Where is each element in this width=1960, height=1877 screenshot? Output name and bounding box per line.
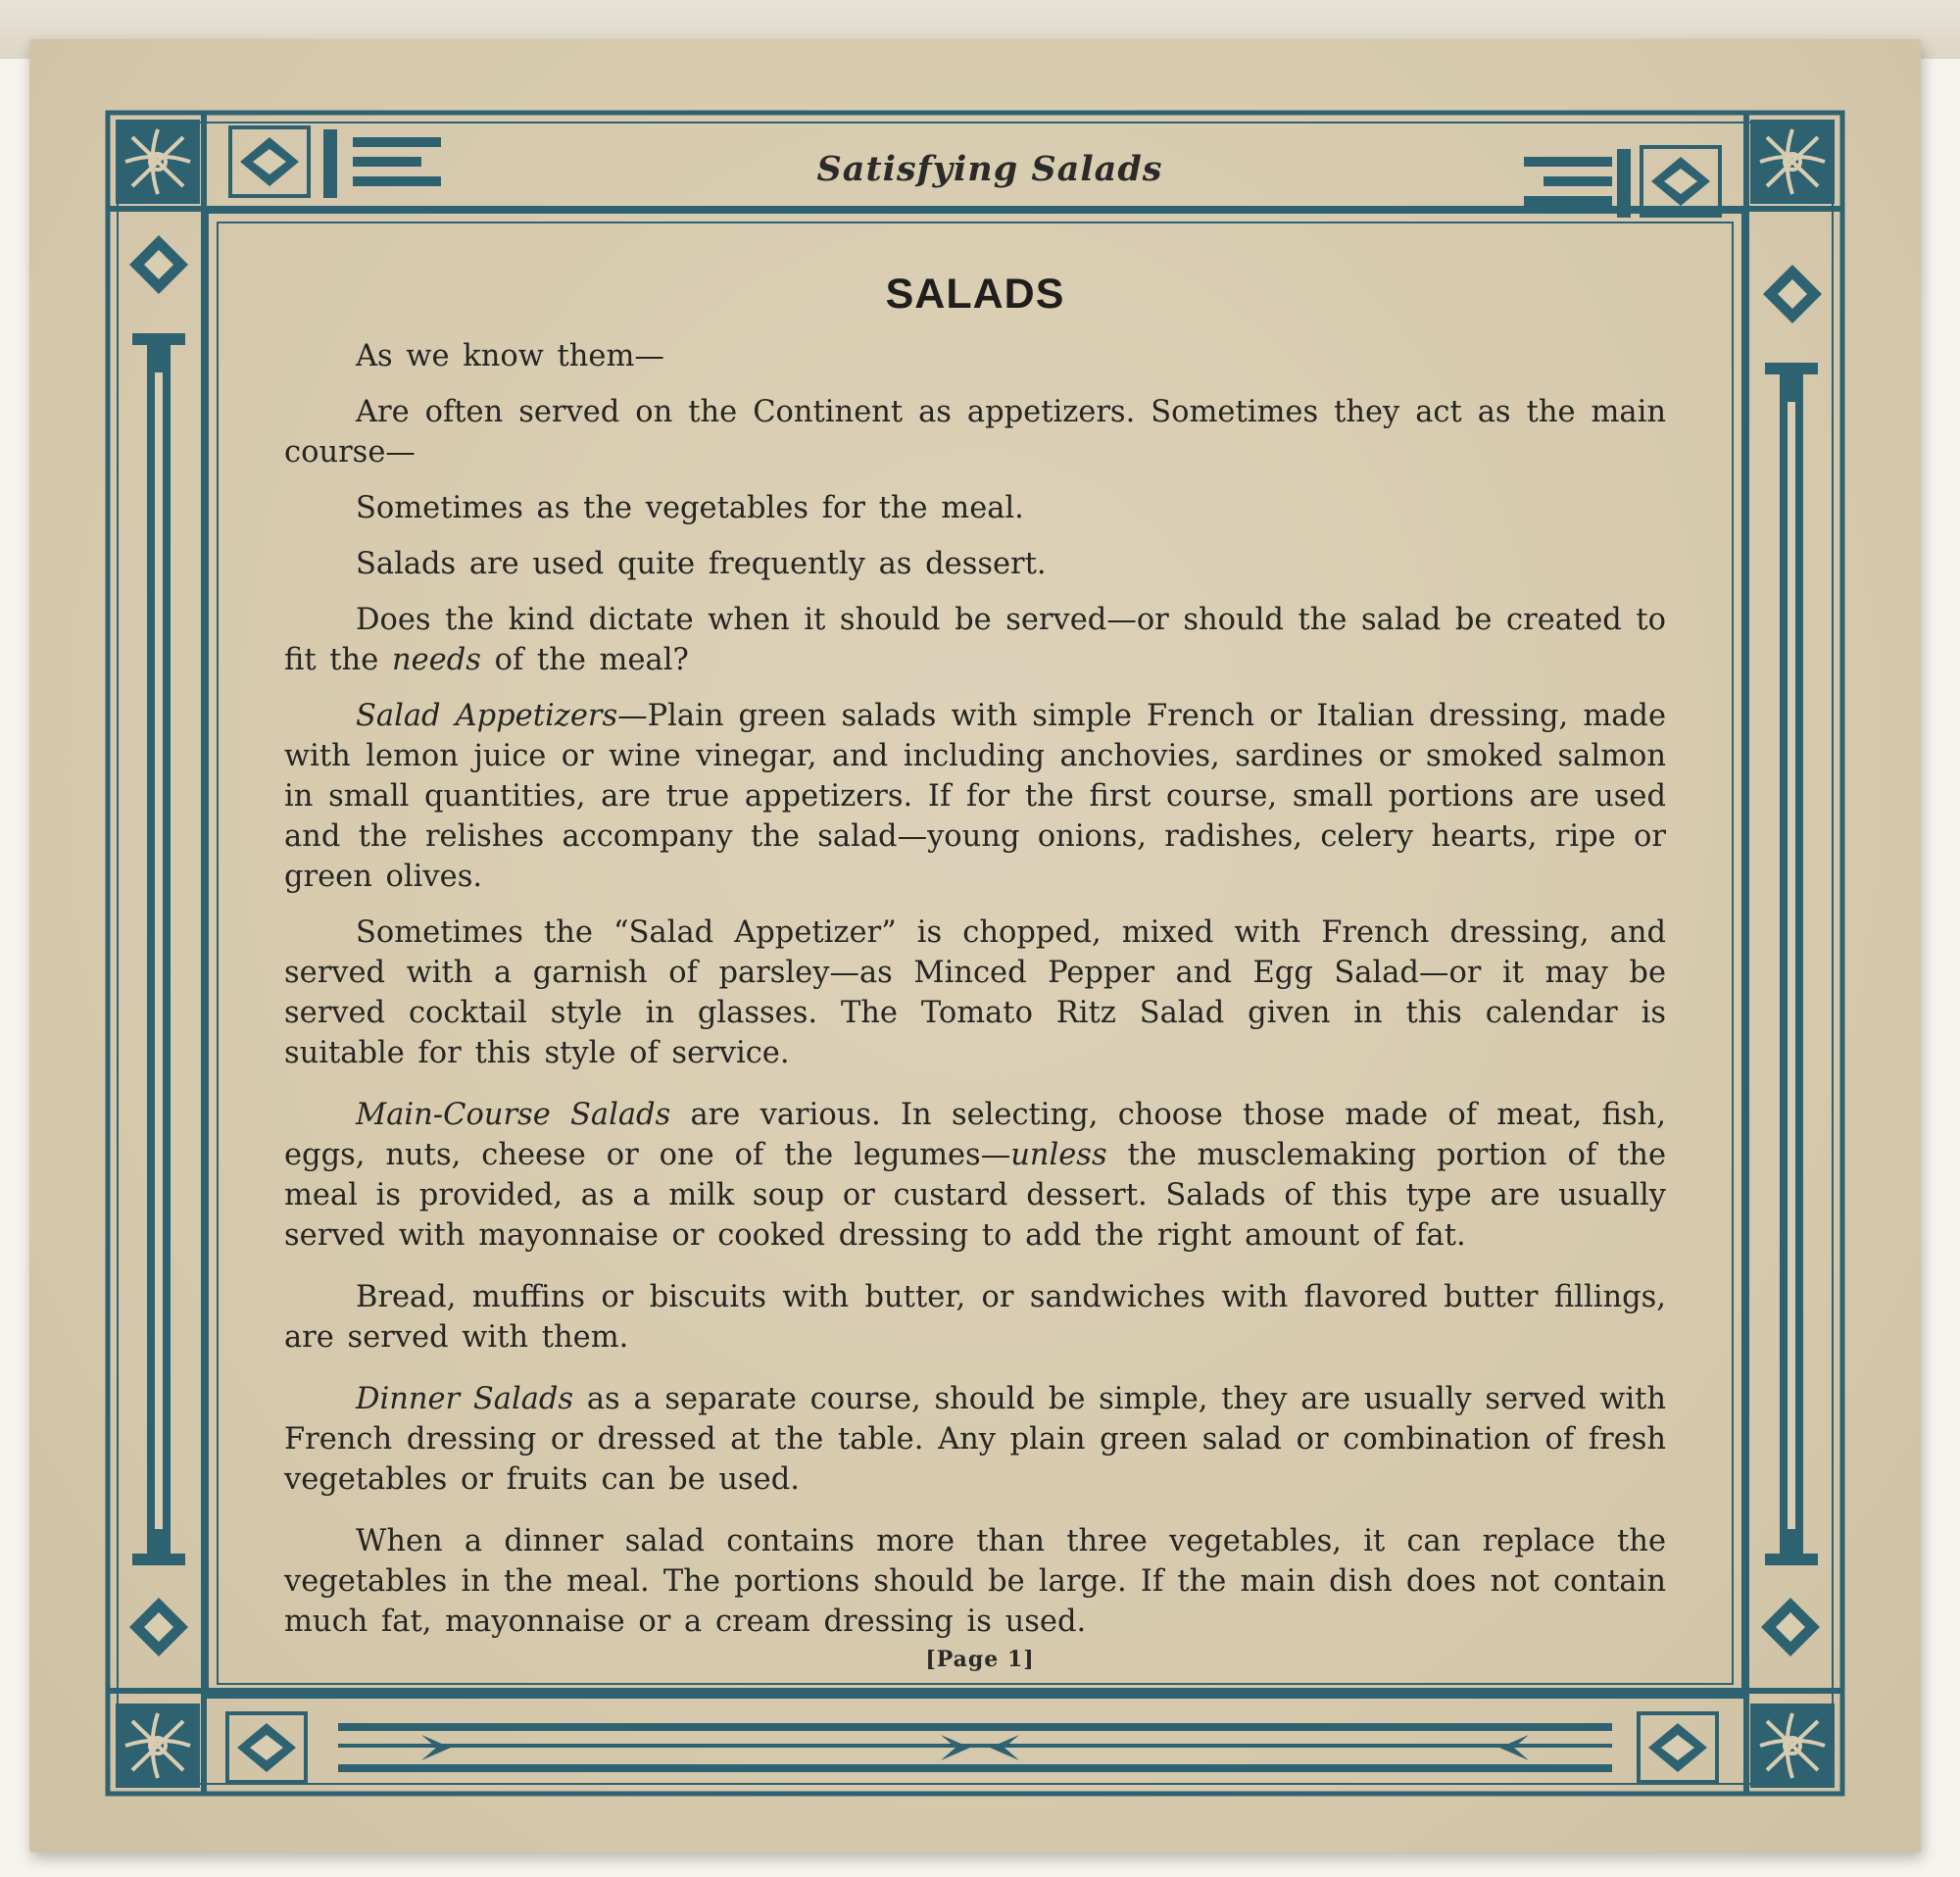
paragraph: Main-Course Salads are various. In selecting, choose those made of meat, fish, eggs, nuts, cheese or one of the legumes—unless the musclemaking portion of the meal is provided, as a milk soup or custard dessert. Salads of this type are usually served with mayonnaise or cooked dressing to add the right amount of fat. [284, 1098, 1667, 1253]
running-header-title: Satisfying Salads [816, 149, 1163, 189]
swirl-ornament-bottom-right [1750, 1704, 1835, 1788]
diamond-ornament-top-left [230, 127, 309, 196]
paragraph: Sometimes the “Salad Appetizer” is chopped, mixed with French dressing, and served with a garnish of parsley—as Minced Pepper and Egg Salad—or it may be served cocktail style in glasses. The Tomato Ritz Salad given in this calendar is suitable for this style of service. [284, 915, 1666, 1070]
diamond-ornament-right-lower [1761, 1598, 1820, 1656]
paragraph: When a dinner salad contains more than three vegetables, it can replace the vegetables in the meal. The portions should be large. If the main dish does not contain much fat, mayonnaise or a cream dressing is used. [284, 1524, 1666, 1639]
paragraph: Bread, muffins or biscuits with butter, or sandwiches with flavored butter fillings, are served with them. [284, 1280, 1666, 1355]
paragraph: As we know them— [356, 339, 664, 373]
diamond-ornament-left-upper [129, 235, 188, 294]
diamond-ornament-left-lower [129, 1598, 188, 1656]
paragraph: Salad Appetizers—Plain green salads with simple French or Italian dressing, made with lemon juice or wine vinegar, and including anchovies, sardines or smoked salmon in small quantities, are true appetizers. If for the first course, small portions are used and the relishes accompany the salad—young onions, radishes, celery hearts, ripe or green olives. [284, 699, 1666, 894]
bracket-ornament-top-left [323, 129, 441, 198]
swirl-ornament-top-right [1750, 120, 1835, 204]
diamond-ornament-top-right [1642, 147, 1720, 216]
swirl-ornament-bottom-left [116, 1704, 200, 1788]
chevron-ornament-bottom [338, 1723, 1612, 1772]
diamond-ornament-right-upper [1763, 265, 1822, 323]
page-heading: SALADS [885, 271, 1065, 318]
diamond-ornament-bottom-left [227, 1713, 306, 1782]
paragraph: Dinner Salads as a separate course, should be simple, they are usually served with French dressing or dressed at the table. Any plain green salad or combination of fresh vegetables or fruits can be used. [284, 1382, 1667, 1497]
swirl-ornament-top-left [116, 120, 200, 204]
diamond-ornament-bottom-right [1639, 1713, 1717, 1782]
paragraph: Salads are used quite frequently as dessert. [356, 547, 1047, 581]
article-body [284, 271, 1667, 1656]
paragraph: Sometimes as the vegetables for the meal. [356, 491, 1024, 525]
page-number: [Page 1] [925, 1647, 1035, 1672]
paragraph: Are often served on the Continent as appetizers. Sometimes they act as the main course— [284, 395, 1666, 469]
paragraph: Does the kind dictate when it should be served—or should the salad be created to fit the needs of the meal? [284, 603, 1666, 677]
